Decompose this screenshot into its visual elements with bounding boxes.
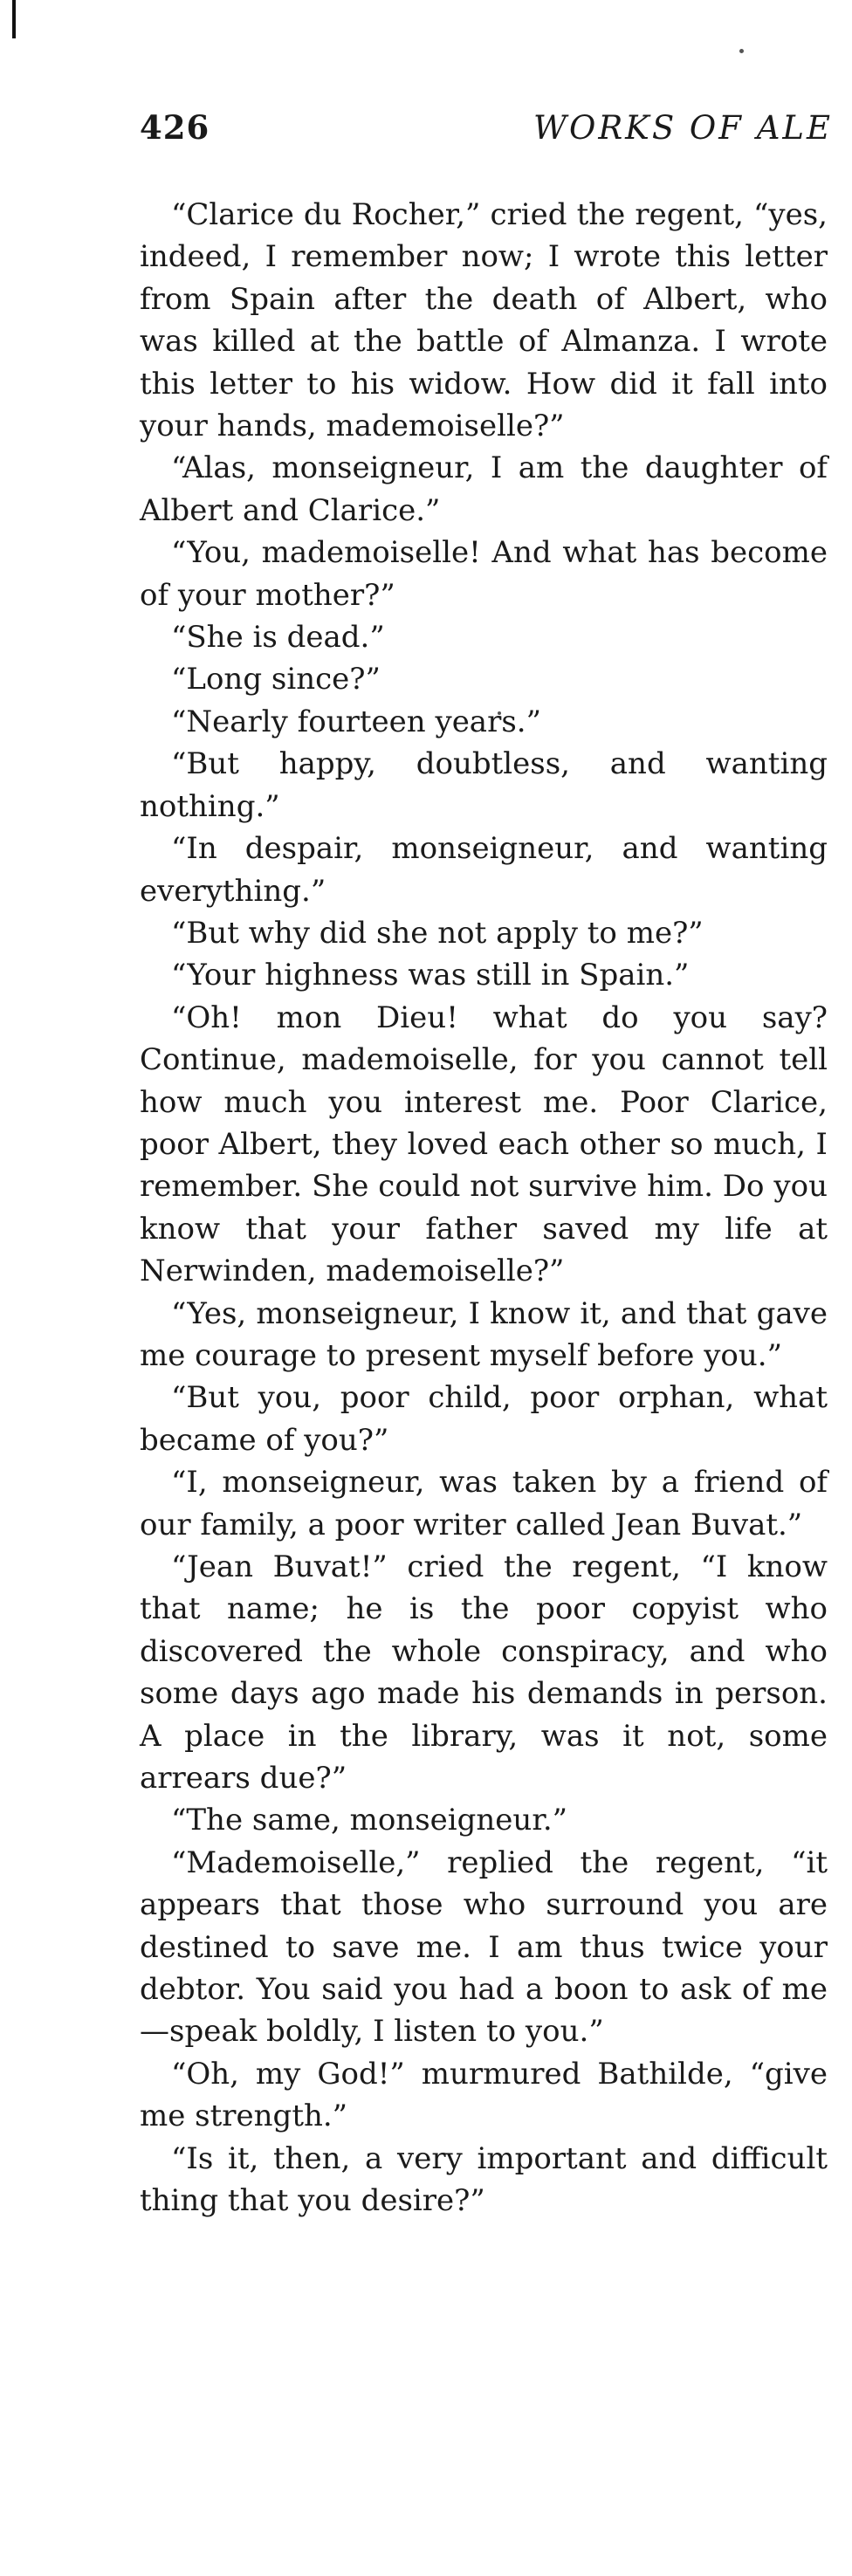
paragraph: “I, monseigneur, was taken by a friend of our family, a poor writer called Jean Buvat.” xyxy=(140,1465,828,1542)
paragraph: “Mademoiselle,” replied the regent, “it appears that those who surround you are destined to save me. I am thus twice your debtor. You said you had a boon to ask of me—speak boldly, I listen to you.” xyxy=(140,1844,828,2050)
page-number: 426 xyxy=(140,108,210,147)
paragraph: “Jean Buvat!” cried the regent, “I know that name; he is the poor copyist who discovered the whole conspiracy, and who some days ago made his demands in person. A place in the library, was it not, some arrears due?” xyxy=(140,1549,828,1796)
paragraph: “But happy, doubtless, and wanting nothing.” xyxy=(140,746,828,824)
running-title: WORKS OF ALE xyxy=(532,109,833,147)
paragraph: “In despair, monseigneur, and wanting everything.” xyxy=(140,831,828,909)
body-text xyxy=(140,194,828,2222)
paragraph: “Alas, monseigneur, I am the daughter of Albert and Clarice.” xyxy=(140,450,828,528)
running-head xyxy=(140,108,833,161)
paragraph: “The same, monseigneur.” xyxy=(171,1803,568,1838)
paragraph: “Long since?” xyxy=(171,662,381,697)
paragraph: “Yes, monseigneur, I know it, and that gave me courage to present myself before you.” xyxy=(140,1295,828,1373)
paragraph: “But why did she not apply to me?” xyxy=(171,915,704,951)
scan-edge-mark xyxy=(12,0,16,38)
paragraph: “Nearly fourteen years.” xyxy=(171,704,541,739)
paragraph: “Oh! mon Dieu! what do you say? Continue, mademoiselle, for you cannot tell how much you interest me. Poor Clarice, poor Albert, they loved each other so much, I remember. She could not survive him. Do you know that your father saved my life at Nerwinden, mademoiselle?” xyxy=(140,999,828,1289)
paragraph: “Clarice du Rocher,” cried the regent, “yes, indeed, I remember now; I wrote this letter from Spain after the death of Albert, who was killed at the battle of Almanza. I wrote this letter to his widow. How did it fall into your hands, mademoiselle?” xyxy=(140,197,828,444)
paragraph: “Is it, then, a very important and difficult thing that you desire?” xyxy=(140,2140,828,2219)
paragraph: “She is dead.” xyxy=(171,620,385,656)
scan-speck xyxy=(739,49,744,53)
paragraph: “You, mademoiselle! And what has become of your mother?” xyxy=(140,535,828,613)
paragraph: “Oh, my God!” murmured Bathilde, “give me strength.” xyxy=(140,2056,828,2134)
paragraph: “Your highness was still in Spain.” xyxy=(171,958,690,993)
paragraph: “But you, poor child, poor orphan, what became of you?” xyxy=(140,1380,828,1458)
